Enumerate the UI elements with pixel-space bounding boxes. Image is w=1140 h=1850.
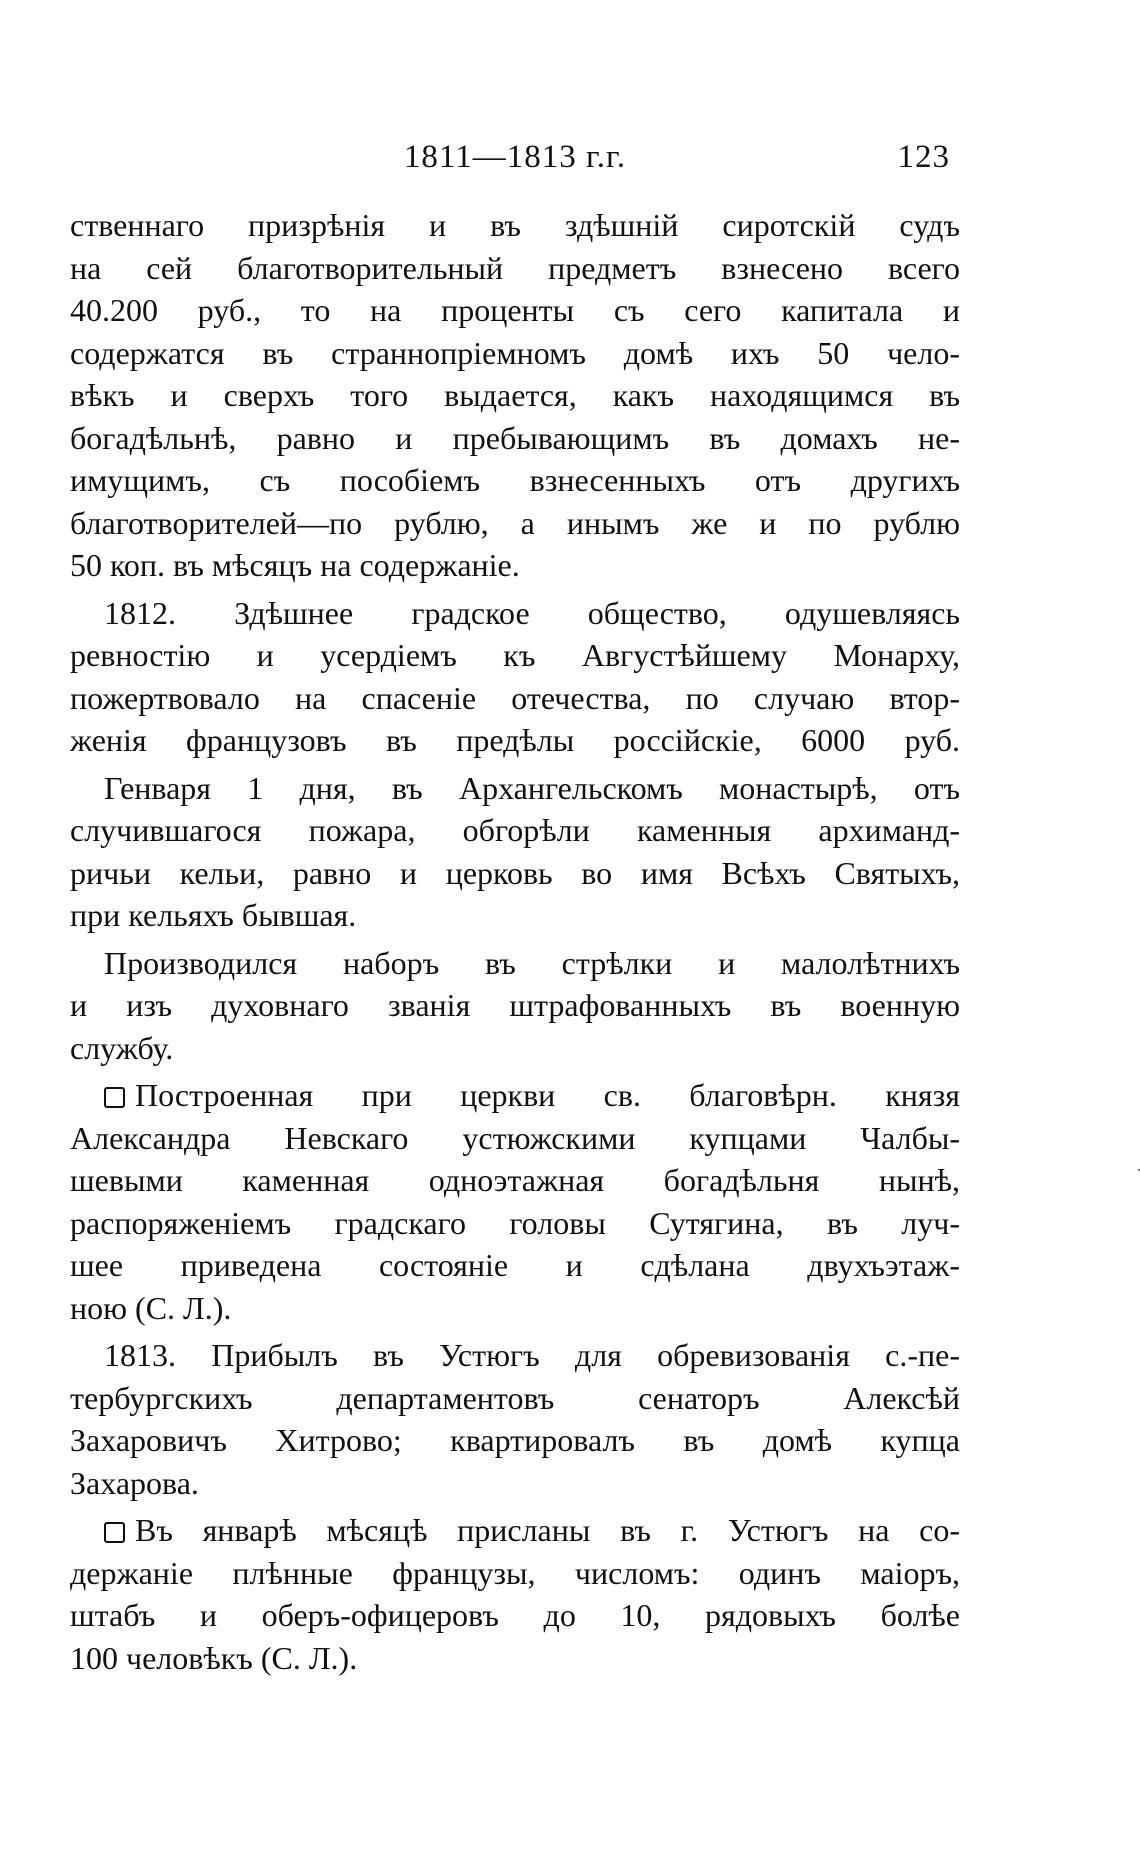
running-title: 1811—1813 г.г. — [403, 139, 627, 175]
text-line: службу. — [70, 1029, 174, 1066]
text-line-content: Въ январѣ мѣсяцѣ присланы въ г. Устюгъ на со- — [135, 1512, 960, 1548]
text-line: Захаровичъ Хитрово; квартировалъ въ домѣ купца — [70, 1422, 960, 1458]
text-line: Производился наборъ въ стрѣлки и малолѣтнихъ — [104, 944, 960, 981]
text-line: вѣкъ и сверхъ того выдается, какъ находящимся въ — [70, 377, 960, 413]
text-line: на сей благотворительный предметъ взнесено всего — [70, 249, 960, 286]
text-line — [70, 1509, 960, 1552]
text-line: 40.200 руб., то на проценты съ сего капитала и — [70, 292, 960, 328]
text-line: штабъ и оберъ-офицеровъ до 10, рядовыхъ болѣе — [70, 1597, 960, 1633]
text-line — [70, 1074, 960, 1117]
text-line: 1813. Прибылъ въ Устюгъ для обревизованія с.-пе- — [104, 1337, 960, 1373]
text-line: ственнаго призрѣнія и въ здѣшній сиротскій судъ — [70, 207, 960, 243]
text-line: имущимъ, съ пособіемъ взнесенныхъ отъ другихъ — [70, 462, 960, 498]
text-line: ною (С. Л.). — [70, 1289, 232, 1326]
square-marker-icon — [104, 1087, 125, 1108]
text-line: шевыми каменная одноэтажная богадѣльня нынѣ, — [70, 1162, 960, 1198]
text-line: 1812. Здѣшнее градское общество, одушевляясь — [104, 594, 960, 631]
paragraph-welfare-capital — [70, 204, 960, 587]
text-line: Захарова. — [70, 1464, 199, 1501]
text-line: благотворителей—по рублю, а инымъ же и по рублю — [70, 504, 960, 541]
body-text — [70, 204, 960, 1684]
text-line: ричьи кельи, равно и церковь во имя Всѣхъ Святыхъ, — [70, 854, 960, 891]
paragraph-monastery-fire — [70, 767, 960, 937]
paragraph-almshouse — [70, 1074, 960, 1329]
text-line: женія французовъ въ предѣлы россійскіе, 6000 руб. — [70, 722, 960, 758]
square-marker-icon — [104, 1522, 125, 1543]
paragraph-1813-senator — [70, 1334, 960, 1504]
text-line: при кельяхъ бывшая. — [70, 897, 357, 933]
text-line: случившагося пожара, обгорѣли каменныя архиманд- — [70, 812, 960, 848]
text-line: тербургскихъ департаментовъ сенаторъ Алексѣй — [70, 1379, 960, 1416]
paragraph-recruitment — [70, 942, 960, 1070]
text-line: распоряженіемъ градскаго головы Сутягина, въ луч- — [70, 1204, 960, 1241]
text-line: содержатся въ страннопріемномъ домѣ ихъ 50 чело- — [70, 334, 960, 371]
text-line: Генваря 1 дня, въ Архангельскомъ монастырѣ, отъ — [104, 769, 960, 806]
text-line: шее приведена состояніе и сдѣлана двухъэтаж- — [70, 1247, 960, 1283]
paragraph-1812-donation — [70, 592, 960, 762]
text-line: ревностію и усердіемъ къ Августѣйшему Монарху, — [70, 637, 960, 673]
text-line: пожертвовало на спасеніе отечества, по случаю втор- — [70, 679, 960, 716]
running-head — [70, 132, 960, 182]
text-line: 100 человѣкъ (С. Л.). — [70, 1639, 358, 1676]
page-number: 123 — [897, 139, 950, 175]
text-line-content: Построенная при церкви св. благовѣрн. князя — [135, 1077, 960, 1113]
paragraph-prisoners — [70, 1509, 960, 1679]
text-line: держаніе плѣнные французы, числомъ: одинъ маіоръ, — [70, 1554, 960, 1591]
text-line: 50 коп. въ мѣсяцъ на содержаніе. — [70, 547, 520, 583]
text-line: богадѣльнѣ, равно и пребывающимъ въ домахъ не- — [70, 419, 960, 456]
text-line: Александра Невскаго устюжскими купцами Чалбы- — [70, 1119, 960, 1156]
text-line: и изъ духовнаго званія штрафованныхъ въ военную — [70, 987, 960, 1023]
